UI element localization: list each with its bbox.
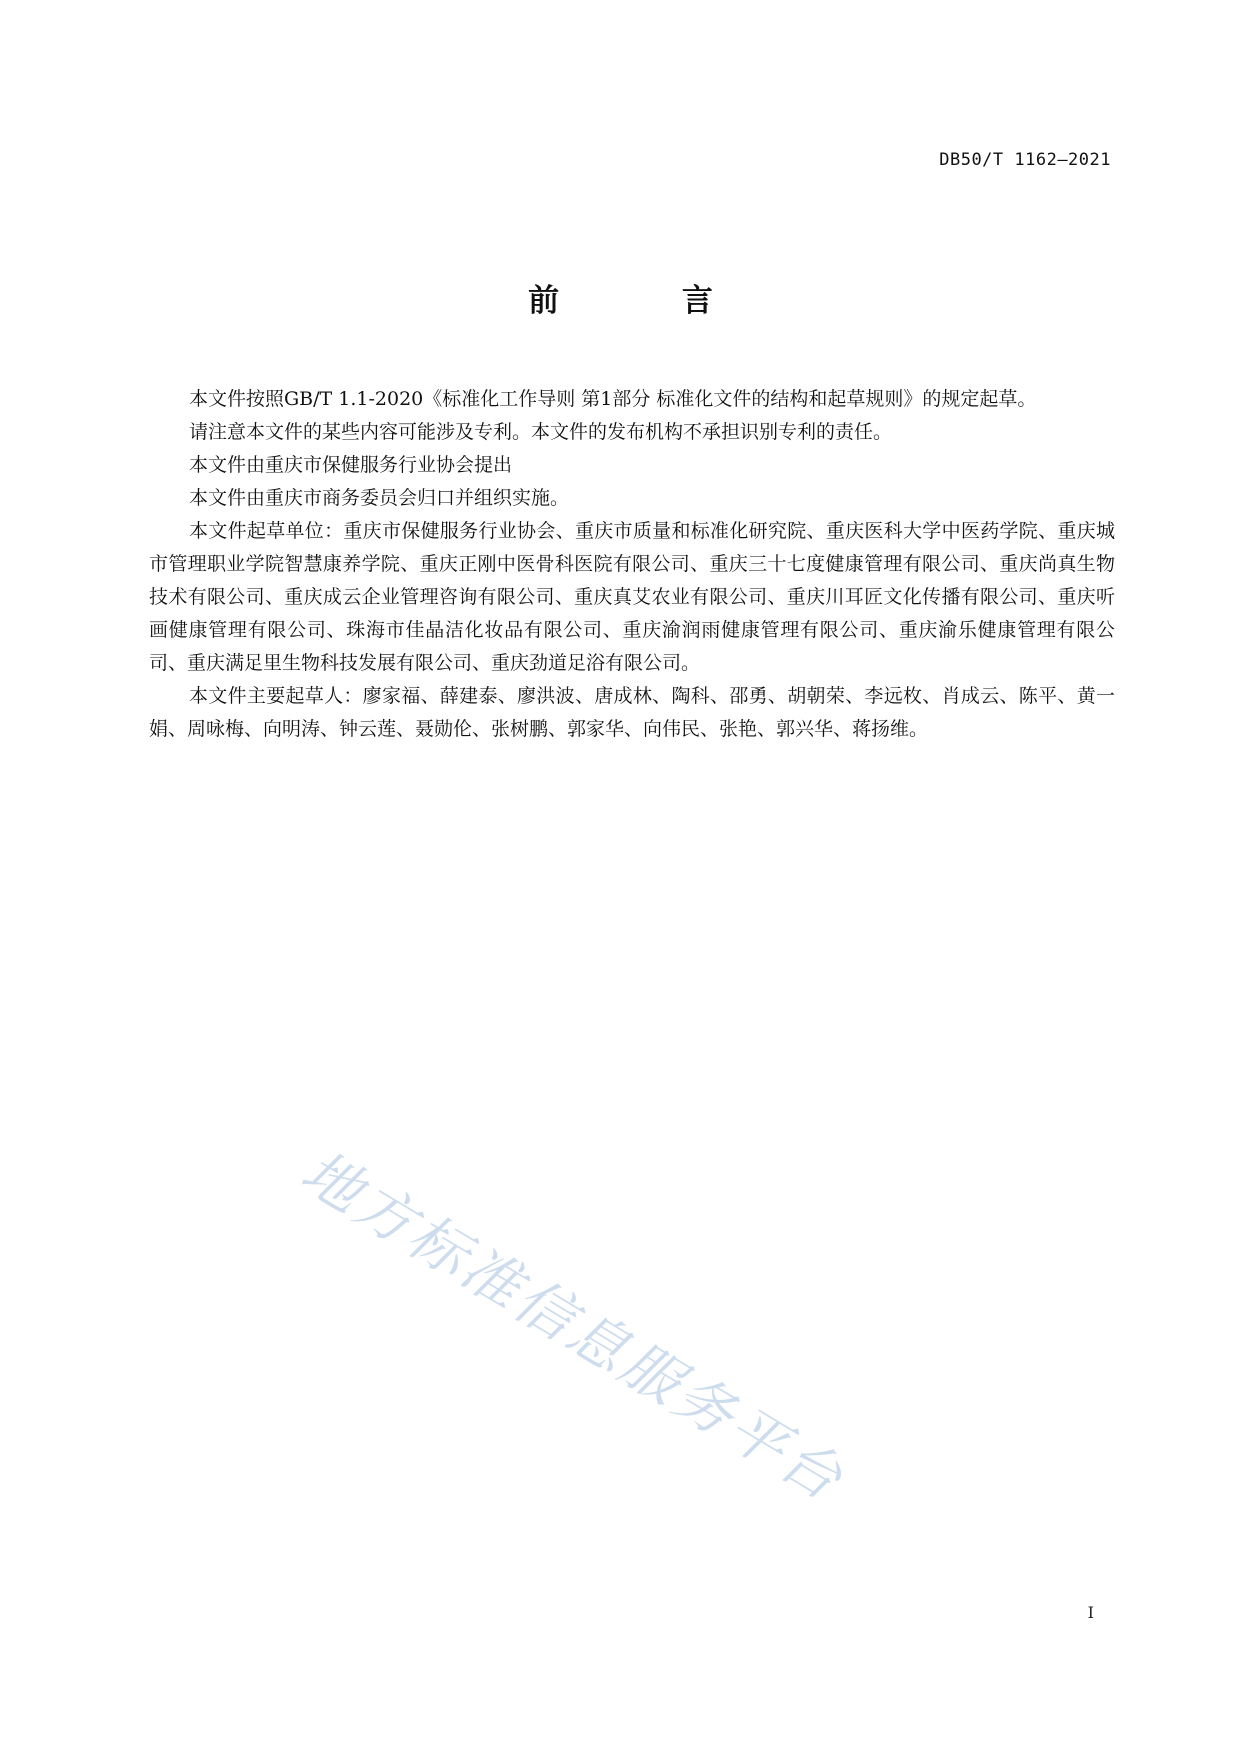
paragraph-administrator: 本文件由重庆市商务委员会归口并组织实施。 <box>189 487 570 509</box>
foreword-body <box>149 383 1115 746</box>
paragraph-drafters: 本文件主要起草人：廖家福、薛建泰、廖洪波、唐成林、陶科、邵勇、胡朝荣、李远枚、肖成云、陈平、黄一娟、周咏梅、向明涛、钟云莲、聂勋伦、张树鹏、郭家华、向伟民、张艳、郭兴华、蒋扬维。 <box>149 685 1115 740</box>
paragraph-patent-notice: 请注意本文件的某些内容可能涉及专利。本文件的发布机构不承担识别专利的责任。 <box>189 421 893 443</box>
page-title: 前 言 <box>528 283 769 319</box>
page-number: I <box>1087 1603 1094 1622</box>
paragraph-proposer: 本文件由重庆市保健服务行业协会提出 <box>189 454 513 476</box>
paragraph-drafting-units: 本文件起草单位：重庆市保健服务行业协会、重庆市质量和标准化研究院、重庆医科大学中医药学院、重庆城市管理职业学院智慧康养学院、重庆正刚中医骨科医院有限公司、重庆三十七度健康管理有限公司、重庆尚真生物技术有限公司、重庆成云企业管理咨询有限公司、重庆真艾农业有限公司、重庆川耳匠文化传播有限公司、重庆听画健康管理有限公司、珠海市佳晶洁化妆品有限公司、重庆渝润雨健康管理有限公司、重庆渝乐健康管理有限公司、重庆满足里生物科技发展有限公司、重庆劲道足浴有限公司。 <box>149 520 1115 674</box>
watermark: 地方标准信息服务平台 <box>289 1137 857 1515</box>
paragraph-drafting-rules: 本文件按照GB/T 1.1-2020《标准化工作导则 第1部分 标准化文件的结构和起草规则》的规定起草。 <box>189 388 1037 410</box>
standard-code: DB50/T 1162—2021 <box>939 150 1111 170</box>
